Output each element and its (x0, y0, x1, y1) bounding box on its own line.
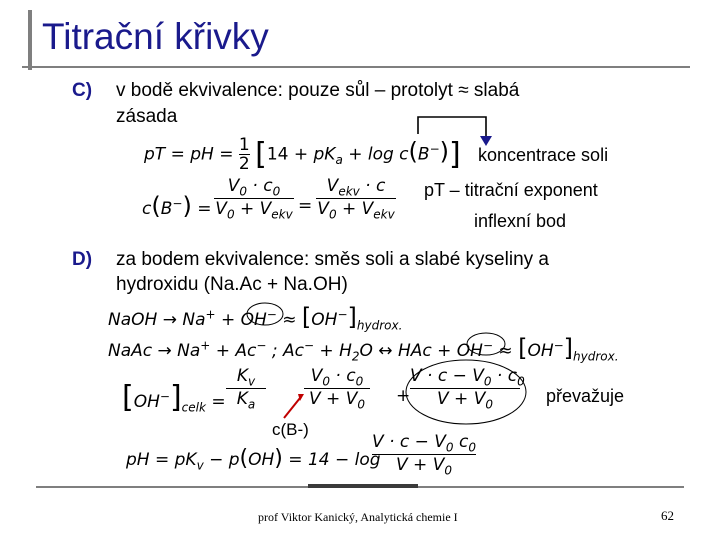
slide-title: Titrační křivky (42, 16, 269, 57)
formula-pt: pT = pH = 1 2 $[14 + pK_a + \log c(B^-)]$ (144, 135, 461, 174)
annotation-cb: c(B-) (272, 420, 309, 439)
fraction-2: $V_{ekv} \cdot c$ $V_0 + V_{ekv}$ (317, 176, 395, 222)
formula-ph: pH = $pK_v - p(OH) = 14 - \log$ (126, 446, 381, 473)
section-d-label: D) (72, 249, 93, 270)
footer-author: prof Viktor Kanický, Analytická chemie I (258, 510, 458, 524)
formula-naoh: NaOH → $Na^+ + OH^- \approx [OH^-]_{hydrox.}$ (108, 303, 403, 333)
fraction-kv-ka: $K_v$ $K_a$ (226, 366, 266, 412)
annotation-dominates: převažuje (546, 386, 625, 406)
fraction-excess: $V \cdot c - V_0 \cdot c_0$ $V + V_0$ (410, 366, 525, 412)
fraction-v0c0: $V_0 \cdot c_0$ $V + V_0$ (304, 366, 370, 412)
plus-sign: + (396, 386, 411, 406)
annotation-concentration: koncentrace soli (478, 145, 609, 165)
annotation-inflection: inflexní bod (474, 211, 567, 231)
section-c-text-line1: v bodě ekvivalence: pouze sůl – protolyt ≈ slabá (116, 80, 520, 101)
formula-naac: NaAc → Na+ + Ac− ; $Ac^- + H_2O$ ↔ HAc + $OH^- \approx [OH^-]_{hydrox.}$ (108, 334, 619, 364)
formula-oh-total: $[OH^-]_{celk}$ = (122, 380, 226, 415)
section-d-text-line1: za bodem ekvivalence: směs soli a slabé kyseliny a (116, 249, 549, 270)
section-d-text-line2: hydroxidu (Na.Ac + Na.OH) (116, 274, 348, 295)
fraction-ph: $V \cdot c - V_0$ $c_0$ $V + V_0$ (372, 432, 476, 478)
equals-sign: = (298, 196, 313, 216)
footer-accent (308, 484, 418, 488)
annotation-exponent: pT – titrační exponent (424, 180, 598, 200)
section-c-text-line2: zásada (116, 106, 178, 127)
page-number: 62 (661, 508, 674, 523)
section-c-label: C) (72, 80, 93, 101)
fraction-1: $V_0 \cdot c_0$ $V_0 + V_{ekv}$ (215, 176, 293, 222)
formula-cb: c(B−) = (142, 192, 212, 220)
